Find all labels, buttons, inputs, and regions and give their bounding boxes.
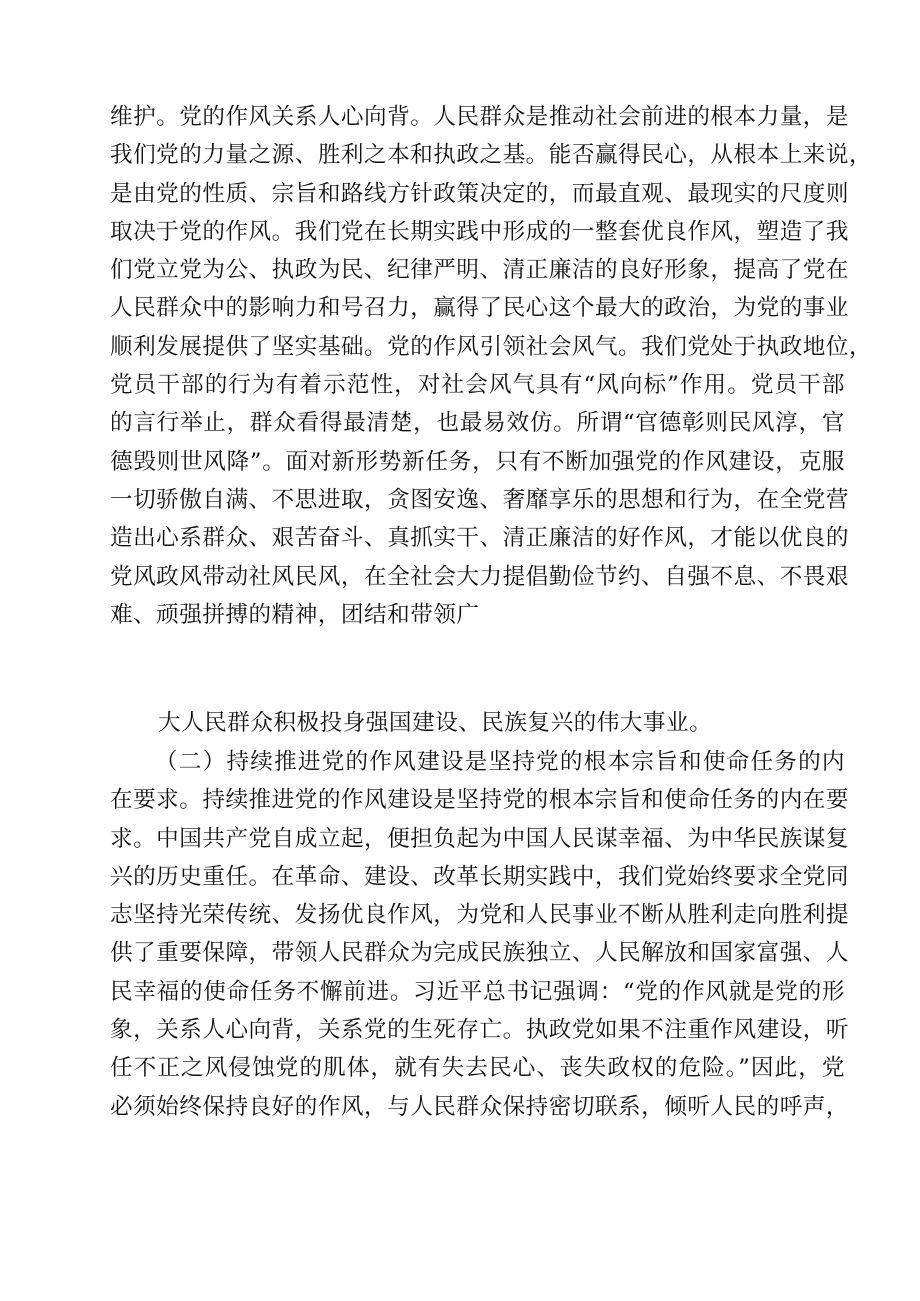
text-line: 党风政风带动社风民风，在全社会大力提倡勤俭节约、自强不息、不畏艰 — [110, 563, 849, 590]
section-heading-line: （二）持续推进党的作风建设是坚持党的根本宗旨和使命任务的内 — [155, 749, 845, 775]
text-line: 在要求。持续推进党的作风建设是坚持党的根本宗旨和使命任务的内在要 — [110, 787, 849, 814]
text-line: 象，关系人心向背，关系党的生死存亡。执政党如果不注重作风建设，听 — [110, 1017, 849, 1044]
paragraph-section-two — [110, 743, 849, 1126]
text-line: 供了重要保障，带领人民群众为完成民族独立、人民解放和国家富强、人 — [110, 940, 849, 967]
text-line: 求。中国共产党自成立起，便担负起为中国人民谋幸福、为中华民族谋复 — [110, 825, 849, 852]
text-line: 是由党的性质、宗旨和路线方针政策决定的，而最直观、最现实的尺度则 — [110, 180, 849, 207]
paragraph-party-style — [110, 98, 873, 634]
text-line: 民幸福的使命任务不懈前进。习近平总书记强调：“党的作风就是党的形 — [110, 978, 845, 1005]
text-line: 大人民群众积极投身强国建设、民族复兴的伟大事业。 — [158, 710, 713, 736]
text-line: 造出心系群众、艰苦奋斗、真抓实干、清正廉洁的好作风，才能以优良的 — [110, 525, 849, 552]
text-line: 们党立党为公、执政为民、纪律严明、清正廉洁的良好形象，提高了党在 — [110, 257, 849, 284]
text-line: 兴的历史重任。在革命、建设、改革长期实践中，我们党始终要求全党同 — [110, 863, 849, 890]
paragraph-continuation — [158, 704, 845, 742]
text-line: 人民群众中的影响力和号召力，赢得了民心这个最大的政治，为党的事业 — [110, 295, 849, 322]
text-line: 顺利发展提供了坚实基础。党的作风引领社会风气。我们党处于执政地位， — [110, 333, 873, 360]
text-line: 任不正之风侵蚀党的肌体，就有失去民心、丧失政权的危险。”因此，党 — [110, 1055, 845, 1082]
text-line: 难、顽强拼搏的精神，团结和带领广 — [110, 601, 480, 628]
text-line: 志坚持光荣传统、发扬优良作风，为党和人民事业不断从胜利走向胜利提 — [110, 902, 849, 929]
text-line: 我们党的力量之源、胜利之本和执政之基。能否赢得民心，从根本上来说， — [110, 142, 873, 169]
text-line: 取决于党的作风。我们党在长期实践中形成的一整套优良作风，塑造了我 — [110, 218, 849, 245]
text-line: 维护。党的作风关系人心向背。人民群众是推动社会前进的根本力量，是 — [110, 104, 849, 130]
text-line: 必须始终保持良好的作风，与人民群众保持密切联系，倾听人民的呼声， — [110, 1093, 849, 1120]
text-line: 德毁则世风降”。面对新形势新任务，只有不断加强党的作风建设，克服 — [110, 448, 845, 475]
text-line: 一切骄傲自满、不思进取，贪图安逸、奢靡享乐的思想和行为，在全党营 — [110, 486, 849, 513]
text-line: 党员干部的行为有着示范性，对社会风气具有“风向标”作用。党员干部 — [110, 372, 845, 399]
text-line: 的言行举止，群众看得最清楚，也最易效仿。所谓“官德彰则民风淳，官 — [110, 410, 845, 437]
